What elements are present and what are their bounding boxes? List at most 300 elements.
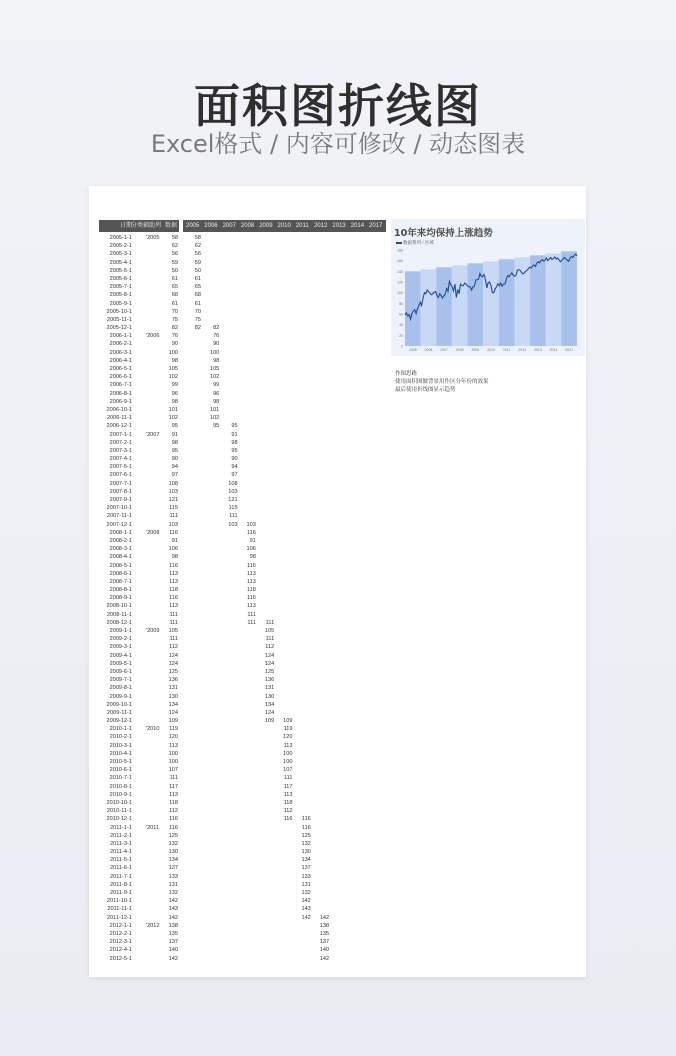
cell-value: 61: [171, 300, 178, 307]
cell-value: 120: [168, 734, 178, 741]
year-header-cell: 2008: [240, 223, 255, 229]
year-band: [483, 261, 499, 346]
table-row: [89, 259, 389, 267]
table-row: [89, 938, 389, 946]
cell-date: 2007-6-1: [109, 472, 132, 479]
cell-value: 124: [168, 652, 178, 659]
table-row: [89, 283, 389, 291]
cell-year-value: 109: [283, 718, 293, 725]
cell-year-value: 96: [213, 390, 220, 397]
year-band: [405, 271, 421, 346]
header-date: 日期: [120, 223, 133, 229]
cell-year-value: 115: [228, 505, 238, 512]
table-row: [89, 480, 389, 488]
table-row: [89, 611, 389, 619]
cell-date: 2011-1-1: [110, 824, 132, 831]
cell-year-value: 109: [264, 718, 275, 725]
cell-year-value: 111: [247, 619, 256, 626]
cell-year-value: 117: [283, 783, 293, 790]
cell-value: 119: [169, 726, 178, 733]
cell-group: '2005: [146, 235, 160, 241]
table-row: [89, 275, 389, 283]
cell-year-value: 113: [283, 791, 293, 798]
cell-date: 2011-8-1: [110, 881, 132, 888]
cell-value: 98: [171, 554, 178, 561]
year-header-cell: 2010: [277, 223, 291, 229]
cell-year-value: 113: [283, 742, 293, 749]
x-tick-label: 2007: [440, 348, 448, 352]
cell-year-value: 113: [246, 603, 256, 610]
cell-date: 2009-8-1: [109, 685, 132, 692]
cell-value: 90: [171, 456, 178, 463]
cell-date: 2007-8-1: [109, 488, 132, 495]
cell-date: 2011-11-1: [107, 906, 132, 913]
year-band: [561, 251, 577, 346]
cell-value: 82: [171, 325, 178, 332]
table-row: [89, 848, 389, 856]
year-header-cell: 2005: [186, 223, 200, 229]
cell-value: 105: [168, 366, 178, 372]
cell-date: 2010-1-1: [109, 726, 132, 733]
cell-date: 2006-5-1: [109, 366, 132, 372]
cell-value: 58: [171, 235, 178, 241]
table-row: [89, 832, 389, 840]
table-row: [89, 471, 389, 479]
cell-date: 2009-11-1: [106, 709, 132, 716]
cell-value: 113: [169, 578, 178, 585]
cell-date: 2011-4-1: [110, 849, 132, 856]
table-row: [89, 463, 389, 471]
chart-title: 10年来均保持上涨趋势: [394, 228, 493, 239]
table-row: [89, 431, 389, 439]
cell-value: 100: [168, 759, 178, 765]
cell-value: 131: [168, 881, 178, 888]
table-row: [89, 881, 389, 889]
cell-date: 2010-9-1: [109, 791, 132, 798]
cell-year-value: 135: [319, 930, 330, 937]
cell-date: 2007-4-1: [109, 456, 132, 463]
cell-value: 90: [171, 341, 178, 348]
cell-year-value: 56: [194, 251, 201, 258]
table-row: [89, 889, 389, 897]
table-row: [89, 308, 389, 316]
cell-year-value: 50: [194, 267, 201, 274]
cell-year-value: 111: [229, 513, 238, 520]
cell-year-value: 75: [194, 316, 201, 323]
cell-group: '2011: [146, 824, 160, 831]
table-row: [89, 553, 389, 561]
table-row: [89, 725, 389, 733]
table-row: [89, 406, 389, 414]
table-row: [89, 676, 389, 684]
header-value: 数据: [165, 223, 178, 229]
cell-year-value: 116: [301, 816, 311, 823]
table-row: [89, 602, 389, 610]
cell-year-value: 124: [264, 660, 275, 667]
page-subtitle: Excel格式 / 内容可修改 / 动态图表: [150, 130, 526, 158]
cell-date: 2005-8-1: [109, 292, 132, 299]
cell-date: 2005-3-1: [109, 251, 132, 258]
table-row: [89, 242, 389, 250]
cell-date: 2007-12-1: [106, 521, 132, 528]
cell-date: 2007-10-1: [106, 505, 132, 512]
y-tick-label: 60: [399, 312, 403, 317]
table-row: [89, 791, 389, 799]
cell-year-value: 98: [213, 357, 220, 364]
cell-date: 2009-5-1: [109, 660, 132, 667]
table-row: [89, 856, 389, 864]
cell-date: 2011-5-1: [110, 857, 132, 864]
cell-value: 111: [169, 611, 178, 618]
table-row: [89, 905, 389, 913]
cell-year-value: 134: [301, 857, 311, 864]
cell-value: 103: [168, 488, 178, 495]
x-tick-label: 2009: [471, 348, 480, 352]
year-band: [452, 265, 468, 346]
cell-date: 2009-7-1: [109, 677, 132, 684]
cell-date: 2009-4-1: [109, 652, 132, 659]
cell-value: 59: [171, 259, 178, 266]
cell-date: 2012-4-1: [109, 947, 132, 954]
cell-date: 2009-6-1: [109, 668, 132, 675]
year-band: [436, 267, 452, 346]
cell-date: 2007-1-1: [109, 431, 132, 438]
y-tick-label: 160: [397, 259, 403, 264]
cell-value: 95: [171, 447, 178, 454]
cell-value: 130: [168, 693, 178, 700]
cell-year-value: 98: [231, 439, 238, 446]
cell-year-value: 90: [213, 341, 220, 348]
cell-date: 2012-2-1: [109, 930, 132, 937]
cell-year-value: 102: [209, 374, 220, 381]
cell-year-value: 91: [231, 431, 238, 438]
cell-date: 2006-2-1: [109, 341, 132, 348]
cell-year-value: 119: [283, 726, 293, 733]
cell-value: 121: [168, 497, 178, 503]
cell-date: 2005-6-1: [109, 275, 132, 282]
cell-value: 115: [169, 505, 178, 512]
cell-value: 106: [168, 546, 178, 553]
area-line-chart: [391, 219, 585, 356]
cell-date: 2006-1-1: [109, 333, 132, 340]
cell-year-value: 113: [246, 578, 256, 585]
table-row: [89, 897, 389, 905]
cell-year-value: 108: [228, 480, 238, 487]
table-row: [89, 799, 389, 807]
table-row: [89, 250, 389, 258]
cell-year-value: 106: [246, 546, 256, 553]
x-tick-label: 2010: [487, 348, 495, 352]
cell-year-value: 125: [264, 668, 275, 675]
cell-date: 2007-5-1: [109, 464, 132, 471]
cell-value: 116: [169, 595, 178, 602]
cell-date: 2010-6-1: [109, 767, 132, 774]
notes-line-3: 最后使用折线图显示趋势: [395, 387, 456, 393]
cell-value: 107: [168, 767, 178, 774]
notes-line-2: 使用面积图做背景用作区分年份的效果: [395, 379, 489, 385]
cell-year-value: 103: [246, 521, 256, 528]
cell-value: 134: [168, 857, 178, 864]
table-row: [89, 594, 389, 602]
cell-year-value: 103: [228, 488, 238, 495]
table-header-left: [99, 220, 179, 232]
cell-date: 2010-11-1: [106, 808, 132, 815]
cell-date: 2011-12-1: [106, 914, 132, 921]
y-tick-label: 80: [399, 301, 403, 306]
cell-date: 2006-3-1: [109, 349, 132, 356]
cell-value: 102: [168, 374, 178, 381]
cell-year-value: 120: [283, 734, 293, 741]
cell-date: 2007-11-1: [106, 513, 132, 520]
cell-value: 116: [169, 562, 178, 569]
table-row: [89, 332, 389, 340]
cell-value: 135: [168, 930, 178, 937]
cell-value: 113: [169, 570, 178, 577]
cell-year-value: 143: [301, 906, 311, 913]
cell-value: 116: [169, 529, 178, 536]
table-row: [89, 693, 389, 701]
cell-year-value: 90: [231, 456, 238, 463]
cell-year-value: 131: [264, 685, 275, 692]
cell-group: '2010: [146, 726, 160, 733]
cell-year-value: 132: [301, 840, 311, 847]
cell-year-value: 76: [213, 333, 220, 340]
table-row: [89, 684, 389, 692]
cell-year-value: 105: [209, 366, 220, 372]
cell-value: 136: [168, 677, 178, 684]
cell-date: 2005-12-1: [106, 325, 132, 332]
cell-year-value: 95: [231, 423, 238, 430]
cell-date: 2011-2-1: [110, 832, 132, 839]
table-row: [89, 824, 389, 832]
table-row: [89, 316, 389, 324]
cell-year-value: 68: [194, 292, 201, 299]
cell-year-value: 100: [209, 349, 220, 356]
year-header-cell: 2007: [222, 223, 236, 229]
cell-date: 2011-10-1: [106, 898, 132, 905]
cell-year-value: 116: [246, 529, 256, 536]
cell-year-value: 111: [283, 775, 293, 782]
notes-line-1: 作图思路: [395, 371, 418, 377]
cell-value: 133: [168, 873, 178, 880]
cell-date: 2006-11-1: [106, 415, 132, 422]
cell-value: 116: [169, 824, 178, 831]
cell-year-value: 82: [213, 325, 220, 332]
cell-date: 2008-10-1: [106, 603, 132, 610]
table-row: [89, 922, 389, 930]
table-row: [89, 815, 389, 823]
table-row: [89, 488, 389, 496]
cell-date: 2008-11-1: [106, 611, 132, 618]
cell-date: 2007-7-1: [109, 480, 132, 487]
cell-value: 56: [171, 251, 178, 258]
cell-year-value: 131: [301, 881, 311, 888]
table-row: [89, 324, 389, 332]
x-tick-label: 2011: [502, 348, 511, 352]
cell-value: 142: [168, 898, 178, 905]
table-row: [89, 733, 389, 741]
cell-date: 2006-6-1: [109, 374, 132, 381]
y-tick-label: 140: [397, 269, 403, 274]
cell-year-value: 125: [301, 832, 311, 839]
cell-value: 132: [168, 840, 178, 847]
year-header-cell: 2017: [369, 223, 383, 229]
table-row: [89, 750, 389, 758]
cell-value: 130: [168, 849, 178, 856]
cell-date: 2006-7-1: [109, 382, 132, 389]
cell-value: 91: [171, 431, 178, 438]
cell-year-value: 61: [194, 300, 201, 307]
cell-value: 62: [171, 243, 178, 250]
cell-year-value: 70: [194, 308, 201, 315]
cell-value: 97: [171, 472, 178, 479]
cell-date: 2005-4-1: [109, 259, 132, 266]
cell-value: 140: [168, 947, 178, 954]
notes: [395, 370, 489, 394]
year-header-cell: 2012: [314, 223, 328, 229]
cell-date: 2010-3-1: [109, 742, 132, 749]
cell-date: 2010-5-1: [109, 759, 132, 765]
table-row: [89, 291, 389, 299]
cell-year-value: 99: [213, 382, 220, 389]
table-row: [89, 864, 389, 872]
table-row: [89, 455, 389, 463]
cell-value: 103: [168, 521, 178, 528]
cell-year-value: 111: [265, 636, 275, 643]
cell-date: 2009-9-1: [109, 693, 132, 700]
cell-value: 99: [171, 382, 178, 389]
table-row: [89, 398, 389, 406]
spreadsheet-preview: [89, 186, 586, 977]
cell-year-value: 112: [265, 644, 275, 651]
cell-value: 134: [168, 701, 178, 708]
table-row: [89, 627, 389, 635]
cell-date: 2005-2-1: [109, 243, 132, 250]
cell-date: 2011-6-1: [110, 865, 132, 872]
cell-date: 2009-12-1: [106, 718, 132, 725]
cell-date: 2010-10-1: [106, 799, 132, 806]
x-tick-label: 2005: [408, 348, 417, 352]
cell-date: 2006-8-1: [109, 390, 132, 397]
table-row: [89, 340, 389, 348]
cell-year-value: 116: [301, 824, 311, 831]
cell-value: 96: [171, 390, 178, 397]
cell-date: 2012-3-1: [109, 939, 132, 946]
table-row: [89, 668, 389, 676]
cell-year-value: 112: [283, 808, 293, 815]
cell-year-value: 107: [283, 767, 293, 774]
x-tick-label: 2014: [549, 348, 558, 352]
cell-value: 65: [171, 284, 178, 291]
cell-year-value: 137: [319, 939, 330, 946]
cell-value: 118: [169, 587, 178, 594]
cell-year-value: 130: [301, 849, 311, 856]
cell-year-value: 118: [246, 587, 256, 594]
cell-year-value: 105: [264, 628, 275, 634]
cell-value: 112: [169, 644, 178, 651]
cell-date: 2008-9-1: [109, 595, 132, 602]
table-row: [89, 635, 389, 643]
table-row: [89, 349, 389, 357]
cell-year-value: 132: [301, 890, 311, 896]
table-row: [89, 357, 389, 365]
cell-date: 2008-12-1: [106, 619, 132, 626]
table-row: [89, 619, 389, 627]
cell-year-value: 98: [249, 554, 256, 561]
table-row: [89, 562, 389, 570]
cell-date: 2010-7-1: [109, 775, 132, 782]
table-row: [89, 717, 389, 725]
cell-date: 2011-9-1: [110, 890, 132, 896]
table-row: [89, 840, 389, 848]
cell-value: 100: [168, 750, 178, 757]
cell-year-value: 136: [264, 677, 275, 684]
cell-year-value: 137: [301, 865, 311, 872]
cell-year-value: 111: [265, 619, 275, 626]
table-row: [89, 365, 389, 373]
year-band: [546, 253, 562, 346]
year-band: [530, 255, 546, 346]
table-row: [89, 570, 389, 578]
cell-date: 2008-1-1: [109, 529, 132, 536]
cell-value: 124: [168, 660, 178, 667]
cell-value: 50: [171, 267, 178, 274]
cell-year-value: 95: [231, 447, 238, 454]
table-row: [89, 946, 389, 954]
y-tick-label: 0: [401, 344, 403, 349]
cell-value: 91: [171, 537, 178, 544]
cell-value: 111: [169, 636, 178, 643]
cell-value: 98: [171, 439, 178, 446]
table-row: [89, 447, 389, 455]
table-row: [89, 955, 389, 963]
cell-year-value: 138: [319, 922, 330, 929]
cell-value: 105: [168, 628, 178, 634]
cell-date: 2005-1-1: [109, 235, 132, 241]
cell-value: 117: [169, 783, 178, 790]
cell-value: 95: [171, 423, 178, 430]
cell-year-value: 94: [231, 464, 238, 471]
cell-year-value: 118: [283, 799, 293, 806]
table-row: [89, 914, 389, 922]
cell-value: 143: [168, 906, 178, 913]
y-tick-label: 100: [397, 291, 403, 296]
cell-value: 108: [168, 480, 178, 487]
cell-year-value: 134: [264, 701, 275, 708]
cell-group: '2007: [146, 431, 160, 438]
cell-value: 118: [169, 799, 178, 806]
table-row: [89, 930, 389, 938]
cell-value: 137: [168, 939, 178, 946]
table-row: [89, 537, 389, 545]
cell-year-value: 116: [283, 816, 293, 823]
cell-date: 2008-4-1: [109, 554, 132, 561]
table-row: [89, 422, 389, 430]
cell-year-value: 95: [213, 423, 220, 430]
cell-value: 142: [168, 914, 178, 921]
table-row: [89, 709, 389, 717]
year-header-cell: 2014: [350, 223, 365, 229]
cell-year-value: 116: [246, 595, 256, 602]
cell-year-value: 100: [283, 759, 293, 765]
table-row: [89, 414, 389, 422]
cell-group: '2006: [146, 333, 160, 340]
cell-date: 2009-2-1: [109, 636, 132, 643]
cell-date: 2005-5-1: [109, 267, 132, 274]
cell-value: 111: [169, 775, 178, 782]
cell-date: 2005-10-1: [106, 308, 132, 315]
cell-value: 68: [171, 292, 178, 299]
